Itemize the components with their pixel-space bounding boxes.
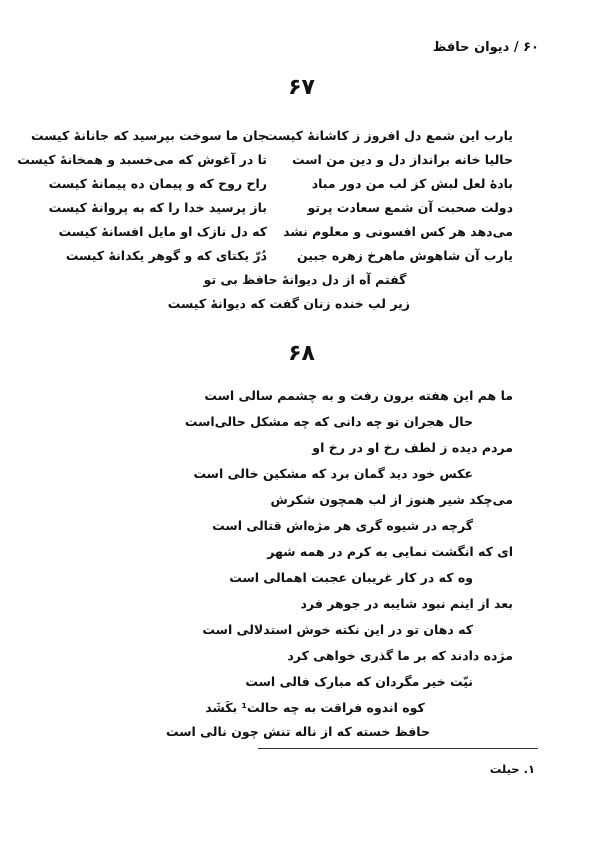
couplet-6-second-hemistich: دُرّ یکتای که و گوهر یکدانهٔ کیست [65, 248, 267, 263]
couplet-5-first-hemistich: می‌دهد هر کس افسونی و معلوم نشد [283, 224, 513, 239]
poem68-line-6: گرچه در شیوه گری هر مژه‌اش قتالی است [212, 518, 473, 533]
poem68-line-12: نیّت خیر مگردان که مبارک فالی است [245, 674, 473, 689]
poem68-line-3: مردم دیده ز لطف رخ او در رخ او [312, 440, 513, 455]
footnote: ۱. حیلت [489, 762, 535, 776]
couplet-1-second-hemistich: جان ما سوخت بپرسید که جانانهٔ کیست [30, 128, 267, 143]
couplet-2-second-hemistich: تا در آغوش که می‌خسبد و همخانهٔ کیست [17, 152, 267, 167]
poem68-line-5: می‌چکد شیر هنوز از لب همچون شکرش [270, 492, 513, 507]
poem68-line-13: کوه اندوه فراقت به چه حالت¹ بکَشَد [205, 700, 425, 715]
couplet-1-first-hemistich: یارب این شمع دل افروز ز کاشانهٔ کیست [264, 128, 513, 143]
couplet-2-first-hemistich: حالیا خانه برانداز دل و دین من است [292, 152, 513, 167]
poem68-line-8: وه که در کار غریبان عجبت اهمالی است [229, 570, 473, 585]
closing-first-hemistich: گفتم آه از دل دیوانهٔ حافظ بی تو [203, 272, 407, 287]
couplet-3-first-hemistich: بادهٔ لعل لبش کز لب من دور مباد [311, 176, 513, 191]
poem-number-67: ۶۷ [288, 75, 315, 100]
couplet-5-second-hemistich: که دل نازک او مایل افسانهٔ کیست [58, 224, 267, 239]
couplet-4-first-hemistich: دولت صحبت آن شمع سعادت پرتو [307, 200, 513, 215]
poem68-line-4: عکس خود دید گمان برد که مشکین خالی است [193, 466, 473, 481]
poem68-line-9: بعد از اینم نبود شایبه در جوهر فرد [300, 596, 513, 611]
footnote-divider [258, 748, 538, 749]
poem68-line-14: حافظ خسته که از ناله تنش چون نالی است [165, 724, 430, 739]
couplet-3-second-hemistich: راح روح که و پیمان ده پیمانهٔ کیست [48, 176, 267, 191]
poem68-line-10: که دهان تو در این نکته خوش استدلالی است [202, 622, 473, 637]
poem68-line-1: ما هم این هفته برون رفت و به چشمم سالی است [204, 388, 513, 403]
couplet-6-first-hemistich: یارب آن شاهوش ماهرخ زهره جبین [297, 248, 513, 263]
poem-number-68: ۶۸ [288, 341, 315, 366]
couplet-4-second-hemistich: باز پرسید خدا را که به پروانهٔ کیست [48, 200, 267, 215]
page-header: ۶۰ / دیوان حافظ [432, 40, 539, 55]
poem68-line-11: مژده دادند که بر ما گذری خواهی کرد [287, 648, 513, 663]
poem68-line-7: ای که انگشت نمایی به کرم در همه شهر [267, 544, 513, 559]
closing-second-hemistich: زیر لب خنده زنان گفت که دیوانهٔ کیست [167, 296, 410, 311]
poem68-line-2: حال هجران تو چه دانی که چه مشکل حالی‌است [184, 414, 473, 429]
